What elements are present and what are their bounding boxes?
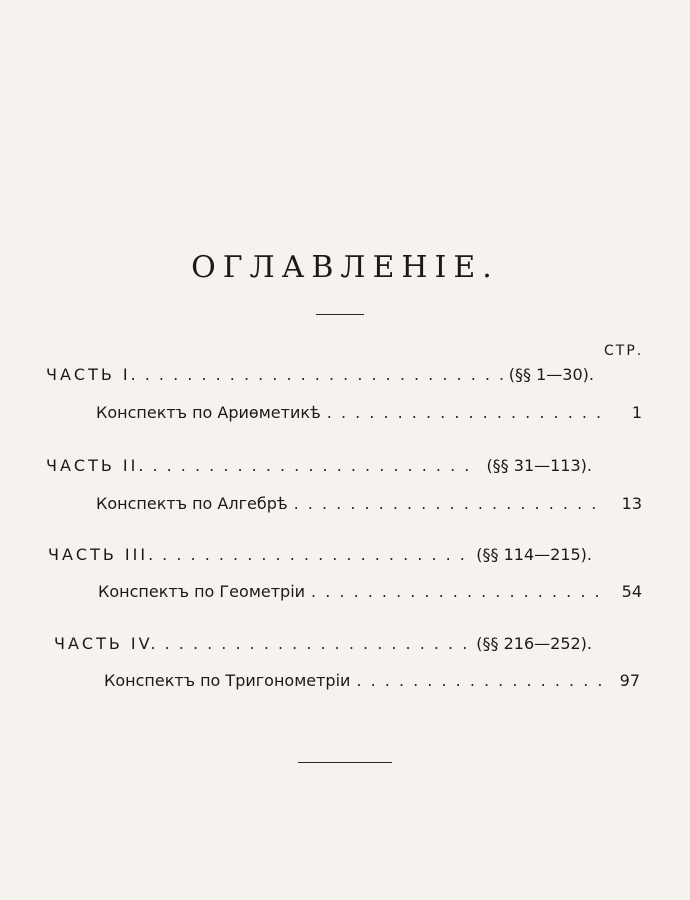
entry-title: Конспектъ по Ариѳметикѣ — [96, 403, 321, 422]
section-range: (§§ 1—30). — [508, 365, 594, 384]
entry-title: Конспектъ по Тригонометріи — [104, 671, 351, 690]
dot-leader — [311, 582, 606, 601]
section-range: (§§ 216—252). — [476, 634, 592, 653]
toc-part-row-2 — [46, 456, 592, 475]
part-label: ЧАСТЬ I. — [46, 365, 139, 384]
section-range: (§§ 31—113). — [486, 456, 592, 475]
dot-leader — [327, 403, 606, 422]
page-number: 54 — [621, 582, 642, 601]
toc-entry-row-3 — [98, 582, 642, 601]
page-number: 13 — [621, 494, 642, 513]
part-label: ЧАСТЬ IV. — [54, 634, 159, 653]
dot-leader — [152, 456, 480, 475]
toc-entry-row-1 — [96, 403, 642, 422]
part-label: ЧАСТЬ II. — [46, 456, 147, 475]
title-divider — [316, 314, 364, 315]
toc-entry-row-2 — [96, 494, 642, 513]
dot-leader — [162, 545, 470, 564]
dot-leader — [294, 494, 606, 513]
toc-part-row-4 — [54, 634, 592, 653]
page-title: ОГЛАВЛЕНІЕ. — [191, 250, 499, 285]
entry-title: Конспектъ по Алгебрѣ — [96, 494, 288, 513]
toc-part-row-1 — [46, 365, 594, 384]
page-column-label: СТР. — [604, 343, 644, 359]
toc-entry-row-4 — [104, 671, 640, 690]
section-range: (§§ 114—215). — [476, 545, 592, 564]
page-number: 97 — [619, 671, 640, 690]
dot-leader — [165, 634, 471, 653]
dot-leader — [356, 671, 604, 690]
toc-part-row-3 — [48, 545, 592, 564]
part-label: ЧАСТЬ III. — [48, 545, 157, 564]
entry-title: Конспектъ по Геометріи — [98, 582, 306, 601]
dot-leader — [145, 365, 503, 384]
page-number: 1 — [631, 403, 642, 422]
bottom-divider — [298, 762, 392, 763]
